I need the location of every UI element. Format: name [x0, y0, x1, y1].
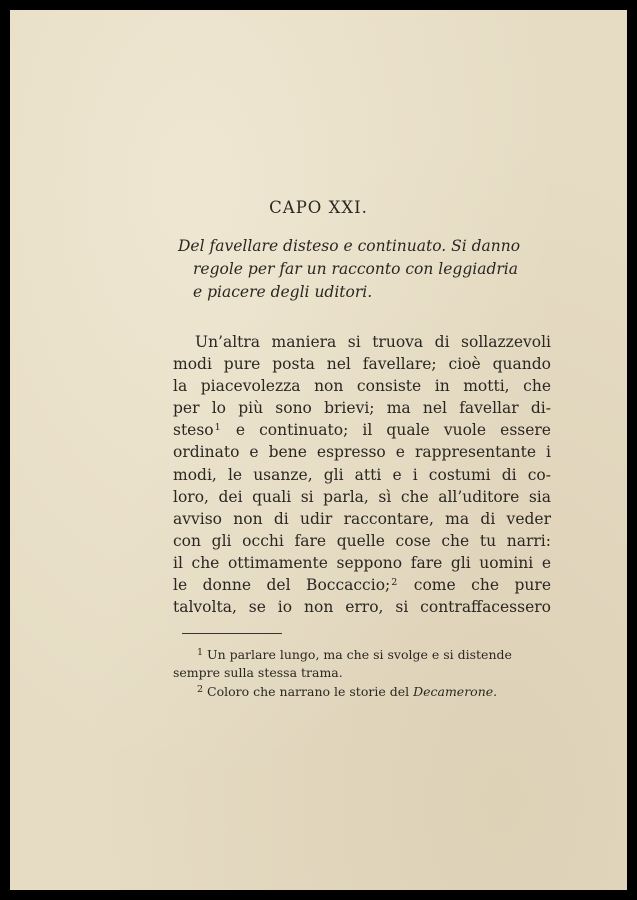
body-text-fragment: e continuato; il quale vuole essere	[235, 421, 551, 440]
footnote-number: 2	[197, 684, 204, 695]
footnote-text: Coloro che narrano le storie del	[207, 684, 410, 699]
subtitle-line: e piacere degli uditori.	[193, 283, 373, 301]
body-line: per lo più sono brievi; ma nel favellar di-	[173, 399, 551, 418]
chapter-subtitle	[178, 235, 578, 304]
body-line	[173, 419, 551, 441]
body-line: modi pure posta nel favellare; cioè quando	[173, 355, 551, 374]
body-line: avviso non di udir raccontare, ma di veder	[173, 509, 551, 528]
book-page	[10, 10, 627, 890]
footnote-ref-2[interactable]: 2	[391, 577, 398, 589]
footnotes	[173, 644, 553, 701]
body-paragraph	[173, 331, 551, 618]
body-line: con gli occhi fare quelle cose che tu narri:	[173, 531, 551, 550]
subtitle-line: regole per far un racconto con leggiadria	[193, 260, 518, 278]
body-text-fragment: steso	[173, 421, 214, 440]
body-line: modi, le usanze, gli atti e i costumi di co-	[173, 465, 551, 484]
footnote-number: 1	[197, 647, 204, 658]
footnote-ref-1[interactable]: 1	[214, 422, 221, 434]
body-text-fragment: le donne del Boccaccio;	[173, 576, 391, 595]
footnote-text: Un parlare lungo, ma che si svolge e si distende	[207, 647, 512, 662]
body-line: talvolta, se io non erro, si contraffacessero	[173, 598, 551, 617]
body-line: ordinato e bene espresso e rappresentante i	[173, 443, 551, 462]
footnote-1-continuation: sempre sulla stessa trama.	[173, 664, 343, 680]
footnote-2	[173, 681, 553, 701]
chapter-title: CAPO XXI.	[269, 198, 368, 217]
body-line: loro, dei quali si parla, sì che all’uditore sia	[173, 487, 551, 506]
footnote-work-title: Decamerone.	[413, 684, 498, 699]
footnote-1	[173, 644, 553, 664]
body-line: Un’altra maniera si truova di sollazzevoli	[195, 333, 551, 351]
body-line: il che ottimamente seppono fare gli uomini e	[173, 553, 551, 572]
body-line	[173, 574, 551, 596]
subtitle-line: Del favellare disteso e continuato. Si danno	[178, 237, 521, 255]
footnote-divider	[182, 633, 282, 634]
body-line: la piacevolezza non consiste in motti, che	[173, 377, 551, 396]
body-text-fragment: come che pure	[413, 576, 551, 595]
